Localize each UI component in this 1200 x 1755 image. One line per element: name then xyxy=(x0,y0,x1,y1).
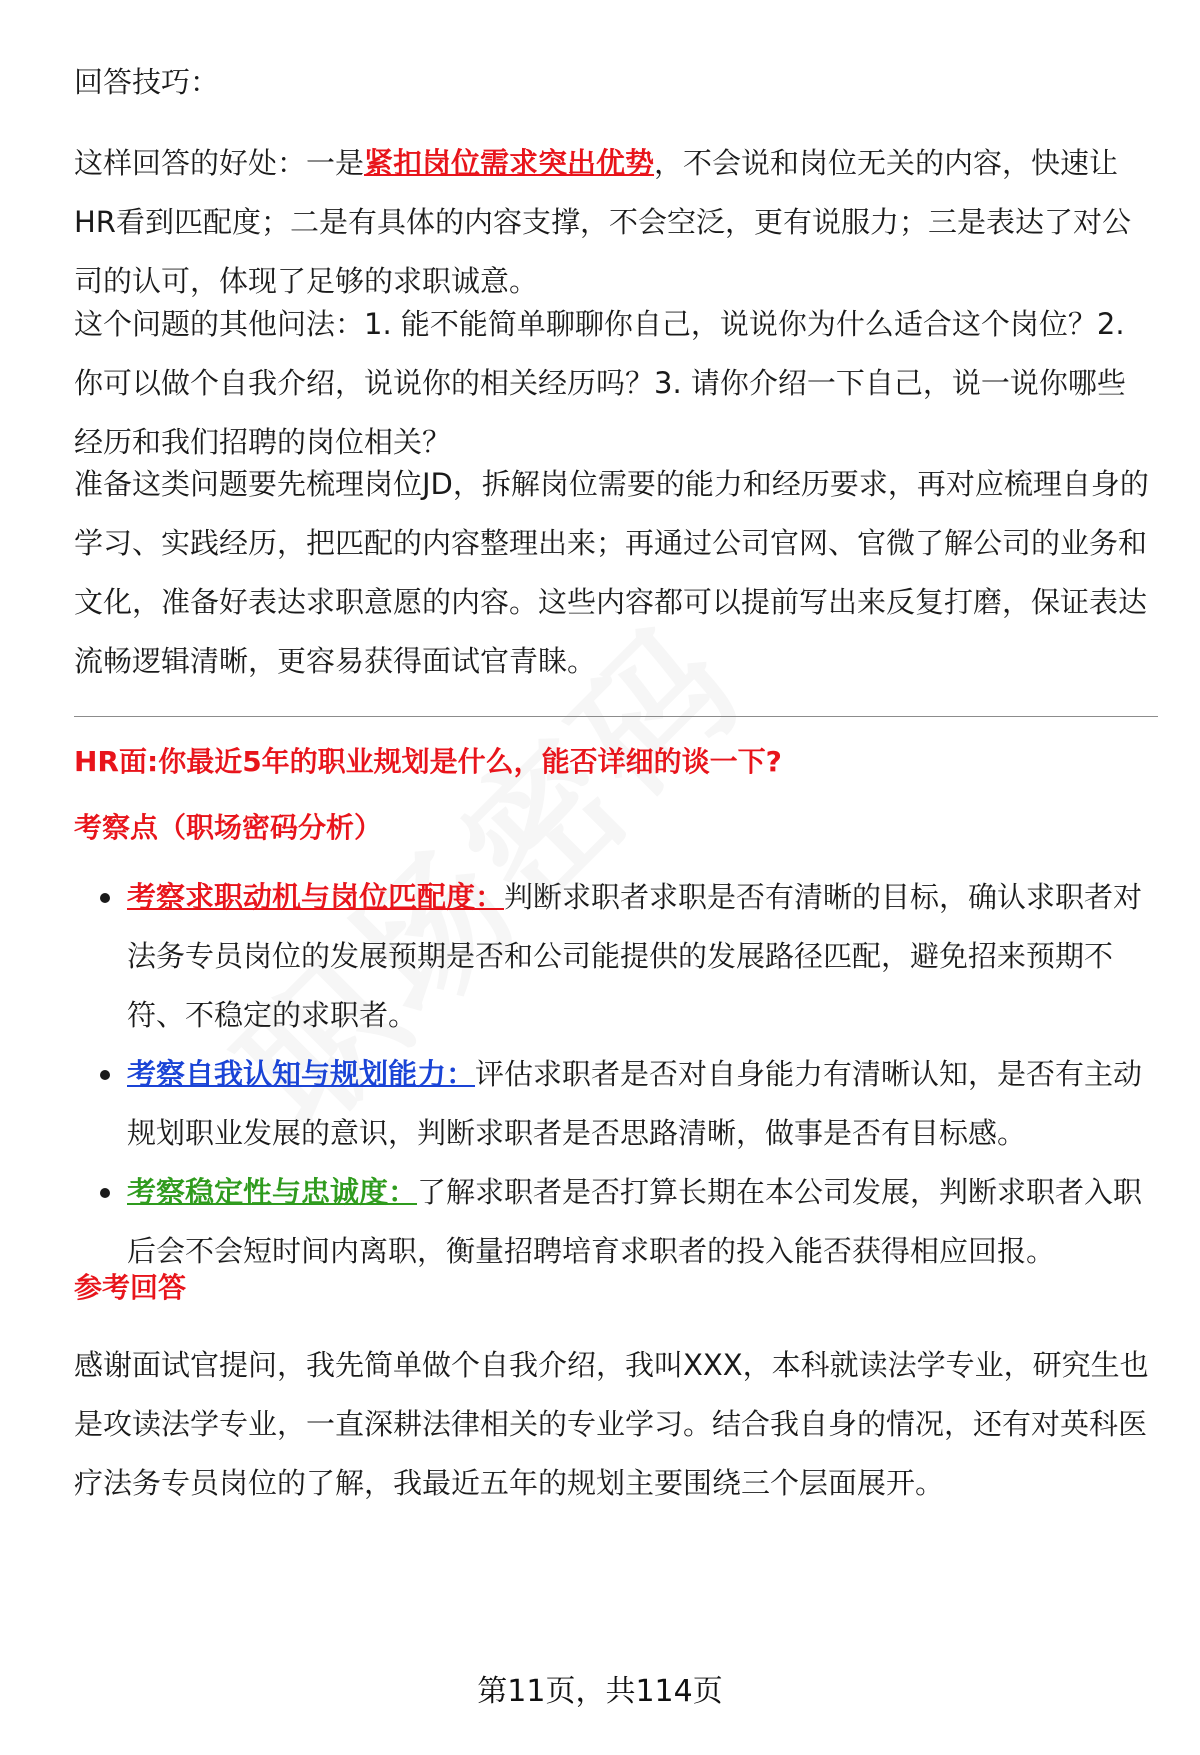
prepare-paragraph: 准备这类问题要先梳理岗位JD，拆解岗位需要的能力和经历要求，再对应梳理自身的学习、实践经历，把匹配的内容整理出来；再通过公司官网、官微了解公司的业务和文化，准备好表达求职意愿的内容。这些内容都可以提前写出来反复打磨，保证表达流畅逻辑清晰，更容易获得面试官青睐。 xyxy=(74,467,1149,678)
benefit-highlight: 紧扣岗位需求突出优势 xyxy=(364,146,655,180)
bullet-icon xyxy=(100,1070,110,1080)
question-heading: HR面:你最近5年的职业规划是什么，能否详细的谈一下? xyxy=(74,745,782,778)
point-label: 考察求职动机与岗位匹配度： xyxy=(127,880,505,914)
point-text: 判断求职者求职是否有清晰的目标，确认求职者对法务专员岗位的发展预期是否和公司能提供的发展路径匹配，避免招来预期不符、不稳定的求职者。 xyxy=(127,880,1143,1032)
bullet-icon xyxy=(100,893,110,903)
section-divider xyxy=(74,716,1158,717)
inspect-points-list xyxy=(74,868,1154,1281)
answer-heading: 参考回答 xyxy=(74,1271,187,1304)
point-label: 考察稳定性与忠诚度： xyxy=(127,1175,418,1209)
benefit-prefix: 这样回答的好处：一是 xyxy=(74,146,365,180)
answer-paragraph: 感谢面试官提问，我先简单做个自我介绍，我叫XXX，本科就读法学专业，研究生也是攻读法学专业，一直深耕法律相关的专业学习。结合我自身的情况，还有对英科医疗法务专员岗位的了解，我最近五年的规划主要围绕三个层面展开。 xyxy=(74,1348,1149,1500)
point-label: 考察自我认知与规划能力： xyxy=(127,1057,476,1091)
benefit-paragraph xyxy=(74,134,1154,311)
tips-heading: 回答技巧： xyxy=(74,65,220,99)
list-item xyxy=(74,868,1154,1045)
benefit-rest: ，不会说和岗位无关的内容，快速让HR看到匹配度；二是有具体的内容支撑，不会空泛，更有说服力；三是表达了对公司的认可，体现了足够的求职诚意。 xyxy=(74,146,1131,298)
page-number: 第11页，共114页 xyxy=(477,1674,723,1709)
other-ways-paragraph: 这个问题的其他问法：1. 能不能简单聊聊你自己，说说你为什么适合这个岗位？2. 你可以做个自我介绍，说说你的相关经历吗？3. 请你介绍一下自己，说一说你哪些经历和我们招聘的岗位相关？ xyxy=(74,307,1126,459)
list-item xyxy=(74,1045,1154,1163)
list-item xyxy=(74,1163,1154,1281)
inspect-heading: 考察点（职场密码分析） xyxy=(74,811,383,844)
bullet-icon xyxy=(100,1188,110,1198)
point-text: 了解求职者是否打算长期在本公司发展，判断求职者入职后会不会短时间内离职，衡量招聘培育求职者的投入能否获得相应回报。 xyxy=(127,1175,1143,1268)
point-text: 评估求职者是否对自身能力有清晰认知，是否有主动规划职业发展的意识，判断求职者是否思路清晰，做事是否有目标感。 xyxy=(127,1057,1143,1150)
